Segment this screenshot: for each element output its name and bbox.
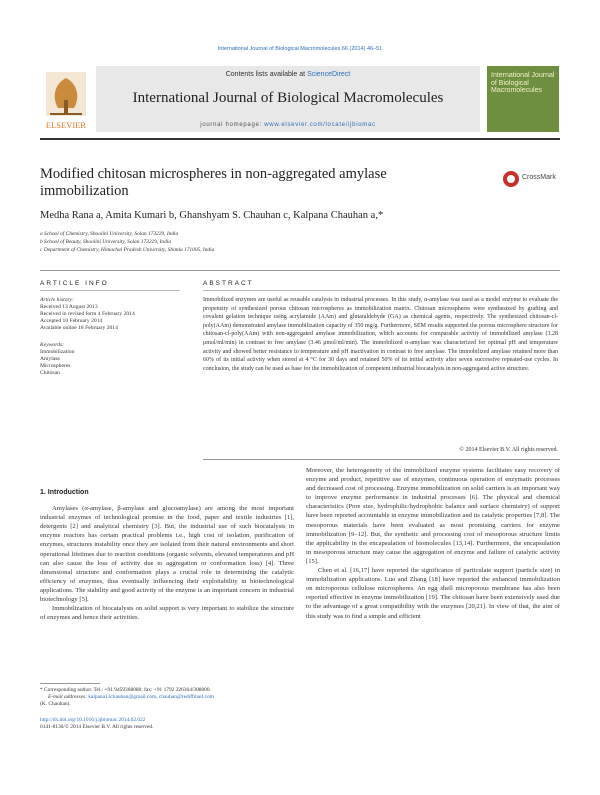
section-heading: 1. Introduction: [40, 489, 89, 496]
abstract-text: Immobilized enzymes are useful as reusable catalysts in industrial processes. In this study, α-amylase was used as a model enzyme to evaluate the propensity of synthesized porous chitosan microspheres as immobilization matrix. Chitosan microspheres were synthesized by grafting and covalent gelation technique using acrylamide (AAm) and glutaraldehyde (GA) as chemical agents, respectively. The synthesized chitosan-cl-poly(AAm) demonstrated amylase immobilization capacity of 350 mg/g. Furthermore, SEM results supported the porous microsphere structure for chitosan-cl-poly(AAm) with non-aggregated amylase immobilization, which accounts for comparable activity of immobilized amylase (3.28 μmol/ml/min) in contrast to free amylase (3.46 μmol/ml/min). The immobilized α-amylase was characterized for optimal pH and temperature activity and showed better resistance to temperature and pH inactivation in contrast to free amylase. The immobilized amylase retained more than 60% of its initial activity when stored at 4 °C for 30 days and retained 50% of its initial activity after seven successive repeated-use cycles. In conclusion, the study can be used as base for the immobilization of competent industrial biocatalysts in non-aggregated active structure.: [203, 297, 558, 372]
sciencedirect-link[interactable]: ScienceDirect: [307, 71, 351, 78]
paragraph: Chen et al. [16,17] have reported the significance of particulate support (particle size) in immobilization applications. Luo and Zhang [18] have reported the enhanced immobilization on microporous cellulose microspheres. An egg shell microporous membrane has also been reported effective in enzyme immobilization [19]. The chitosan have been extensively used due to the advantage of a great compatibility with the enzymes [20,21]. In view of that, the aim of this study was to find a simple and efficient: [306, 567, 560, 620]
doi-link[interactable]: http://dx.doi.org/10.1016/j.ijbiomac.2014.02.022: [40, 717, 146, 723]
keyword: Immobilization: [40, 349, 75, 355]
keyword: Amylase: [40, 356, 60, 362]
section-divider: [40, 270, 560, 271]
header-rule: [40, 138, 560, 140]
abstract-rule: [203, 290, 560, 291]
running-head[interactable]: International Journal of Biological Macromolecules 66 (2014) 46–51: [217, 46, 383, 52]
history-item: Available online 18 February 2014: [40, 325, 118, 331]
cover-title: International Journal of Biological Macromolecules: [491, 72, 555, 94]
email-label: E-mail addresses:: [48, 694, 89, 700]
homepage-link[interactable]: www.elsevier.com/locate/ijbiomac: [264, 122, 376, 128]
footnote-rule: [40, 683, 100, 684]
email-links[interactable]: kalpana13chauhan@gmail.com, chauhan@rediffmail.com: [88, 694, 214, 700]
copyright: © 2014 Elsevier B.V. All rights reserved.: [459, 447, 558, 453]
paragraph: Moreover, the heterogeneity of the immobilized enzyme systems facilitates easy recovery of enzyme and product, repetitive use of enzymes, continuous operation of enzymatic processes and decreased cost of processing. Enzyme immobilization on solid carriers is an important way to improve enzyme performance in industrial processes [6]. The physical and chemical characteristics (Pore size, hydrophilic/hydrophobic balance and surface chemistry) of support have been reported accountable in enzyme immobilization and its catalytic properties [7,8]. The mesoporous materials have been evaluated as most promising carriers for enzyme immobilization [9–12]. But, the synthetic and processing cost of mesoporous structure limits the applicability in the encapsulation of biomolecules [13,14]. Furthermore, the encapsulation in mesoporous structure may cause the aggregation of enzyme and failure of catalytic activity [15].: [306, 467, 560, 565]
keywords-label: Keywords:: [40, 342, 65, 348]
journal-cover: [487, 66, 559, 132]
paragraph: Amylases (α-amylase, β-amylase and glucoamylase) are among the most important industrial enzymes of technological promise in the food, paper and textile industries [1], detergents [2] and analytical chemistry [3]. But, the industrial use of such biocatalysts in enzyme reactors has certain practical problems i.e., high cost of isolation, purification of enzymes, structures instability once they are isolated from their natural environments and short operational lifetimes due to reaction conditions (organic solvents, elevated temperatures and pH can also cause the loss of activity due to aggregation or conformation loss) [4]. Three dimensional structure and conformation plays a crucial role in determining the catalytic efficiency of enzymes, thus eventually influencing their exploitability in biotechnological applications. The stability and good activity of the enzyme is an important concern in industrial biotechnology [5].: [40, 505, 294, 604]
keyword: Microspheres: [40, 363, 71, 369]
author-name: (K. Chauhan).: [40, 701, 71, 707]
crossmark-badge[interactable]: [502, 170, 556, 188]
history-item: Accepted 10 February 2014: [40, 318, 103, 324]
footnote: [40, 687, 294, 708]
history-label: Article history:: [40, 297, 75, 303]
paragraph: Immobilization of biocatalysts on solid support is very important to stabilize the structure of enzymes and hence their activities.: [40, 605, 294, 622]
article-info-rule: [40, 290, 180, 291]
contents-line: [96, 71, 480, 78]
article-title: Modified chitosan microspheres in non-aggregated amylase immobilization: [40, 166, 387, 199]
journal-homepage: [96, 122, 480, 128]
affiliation: a School of Chemistry, Shoolini University, Solan 173229, India: [40, 231, 179, 237]
crossmark-label: CrossMark: [522, 174, 556, 181]
history-item: Received in revised form 4 February 2014: [40, 311, 135, 317]
body-column-left: [40, 488, 294, 622]
article-info-heading: ARTICLE INFO: [40, 280, 109, 287]
affiliation: c Department of Chemistry, Himachal Pradesh University, Shimla 171005, India: [40, 247, 215, 253]
contents-prefix: Contents lists available at: [225, 71, 308, 78]
history-item: Received 13 August 2013: [40, 304, 98, 310]
issn-line: 0141-8130/© 2014 Elsevier B.V. All rights reserved.: [40, 724, 154, 730]
publisher-name: ELSEVIER: [45, 120, 87, 130]
crossmark-icon: [502, 170, 520, 188]
author-list: Medha Rana a, Amita Kumari b, Ghanshyam S. Chauhan c, Kalpana Chauhan a,*: [40, 210, 384, 221]
article-info: [40, 297, 190, 377]
body-column-right: [306, 466, 560, 621]
abstract-heading: ABSTRACT: [203, 280, 254, 287]
abstract-bottom-rule: [203, 459, 560, 460]
homepage-prefix: journal homepage:: [200, 122, 265, 128]
affiliation: b School of Beauty, Shoolini University, Solan 173229, India: [40, 239, 172, 245]
keyword: Chitosan: [40, 370, 60, 376]
journal-title: International Journal of Biological Macromolecules: [132, 90, 444, 106]
elsevier-logo: [40, 70, 92, 132]
corresponding-author: * Corresponding author. Tel.: +91 9459368088; fax: +91 1792 226364/308000.: [40, 687, 211, 693]
